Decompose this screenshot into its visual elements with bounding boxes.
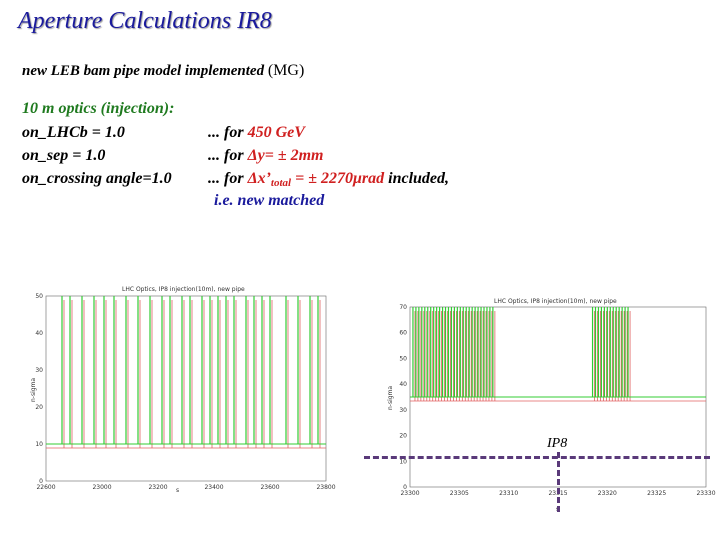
y-tick-label: 30: [399, 406, 407, 414]
plot-title: LHC Optics, IP8 injection(10m), new pipe: [122, 286, 245, 293]
desc-value: Δx’: [247, 170, 271, 187]
ie-note: i.e. new matched: [214, 192, 325, 209]
plot-marks: [46, 296, 326, 448]
y-tick-label: 10: [35, 441, 43, 448]
x-axis-label: s: [176, 487, 180, 494]
desc-prefix: ... for: [208, 147, 248, 164]
y-ticks: [399, 304, 407, 491]
x-tick-label: 23305: [449, 490, 469, 497]
y-tick-label: 10: [399, 458, 407, 466]
subtitle: [22, 62, 304, 80]
x-tick-label: 23300: [400, 490, 420, 497]
y-tick-label: 60: [399, 329, 407, 337]
x-tick-label: 23325: [647, 490, 667, 497]
desc-crossing: [208, 170, 449, 189]
x-tick-label: 23200: [148, 484, 168, 491]
ip8-vertical-marker: [557, 452, 560, 512]
x-tick-label: 23000: [92, 484, 112, 491]
y-tick-label: 20: [399, 432, 407, 440]
desc-prefix: ... for: [208, 170, 248, 187]
desc-value: 450 GeV: [247, 124, 305, 141]
plot-left-svg: [30, 282, 336, 494]
x-tick-label: 23320: [597, 490, 617, 497]
x-tick-label: 22600: [36, 484, 56, 491]
desc-prefix: ... for: [208, 124, 248, 141]
x-tick-label: 23315: [548, 490, 568, 497]
y-tick-label: 40: [35, 330, 43, 337]
x-tick-label: 23310: [499, 490, 519, 497]
y-tick-label: 30: [35, 367, 43, 374]
slide-title: Aperture Calculations IR8: [18, 8, 272, 34]
desc-lhcb: [208, 124, 305, 142]
param-lhcb: on_LHCb = 1.0: [22, 124, 125, 141]
subtitle-note: (MG): [267, 62, 305, 79]
subtitle-main: new LEB bam pipe model implemented: [22, 63, 265, 79]
x-ticks: [36, 484, 335, 491]
x-tick-label: 23600: [260, 484, 280, 491]
ip8-horizontal-marker: [364, 456, 710, 459]
y-tick-label: 40: [399, 381, 407, 389]
y-tick-label: 20: [35, 404, 43, 411]
plot-marks: [410, 307, 706, 401]
x-tick-label: 23330: [696, 490, 716, 497]
y-tick-label: 50: [399, 355, 407, 363]
y-tick-label: 50: [35, 293, 43, 300]
param-sep: on_sep = 1.0: [22, 147, 106, 164]
desc-suffix: included,: [384, 170, 450, 187]
x-tick-label: 23400: [204, 484, 224, 491]
desc-value-2: = ± 2270μrad: [291, 170, 385, 187]
optics-heading: 10 m optics (injection):: [22, 100, 175, 117]
plot-left: [30, 282, 336, 494]
y-axis-label: n-sigma: [30, 377, 37, 402]
plot-title: LHC Optics, IP8 injection(10m), new pipe: [494, 298, 617, 305]
x-tick-label: 23800: [316, 484, 336, 491]
plot-right-svg: [384, 295, 716, 513]
plot-right: [384, 295, 716, 513]
plot-frame: [46, 296, 326, 481]
x-axis-label: s: [556, 506, 560, 513]
ip8-label: IP8: [547, 436, 568, 451]
desc-sep: [208, 147, 323, 165]
y-tick-label: 0: [39, 478, 43, 485]
y-axis-label: n-sigma: [387, 385, 394, 410]
desc-value: Δy= ± 2mm: [247, 147, 324, 164]
y-tick-label: 0: [403, 484, 407, 491]
desc-subscript: total: [270, 177, 292, 189]
param-crossing: on_crossing angle=1.0: [22, 170, 172, 187]
y-tick-label: 70: [399, 304, 407, 311]
